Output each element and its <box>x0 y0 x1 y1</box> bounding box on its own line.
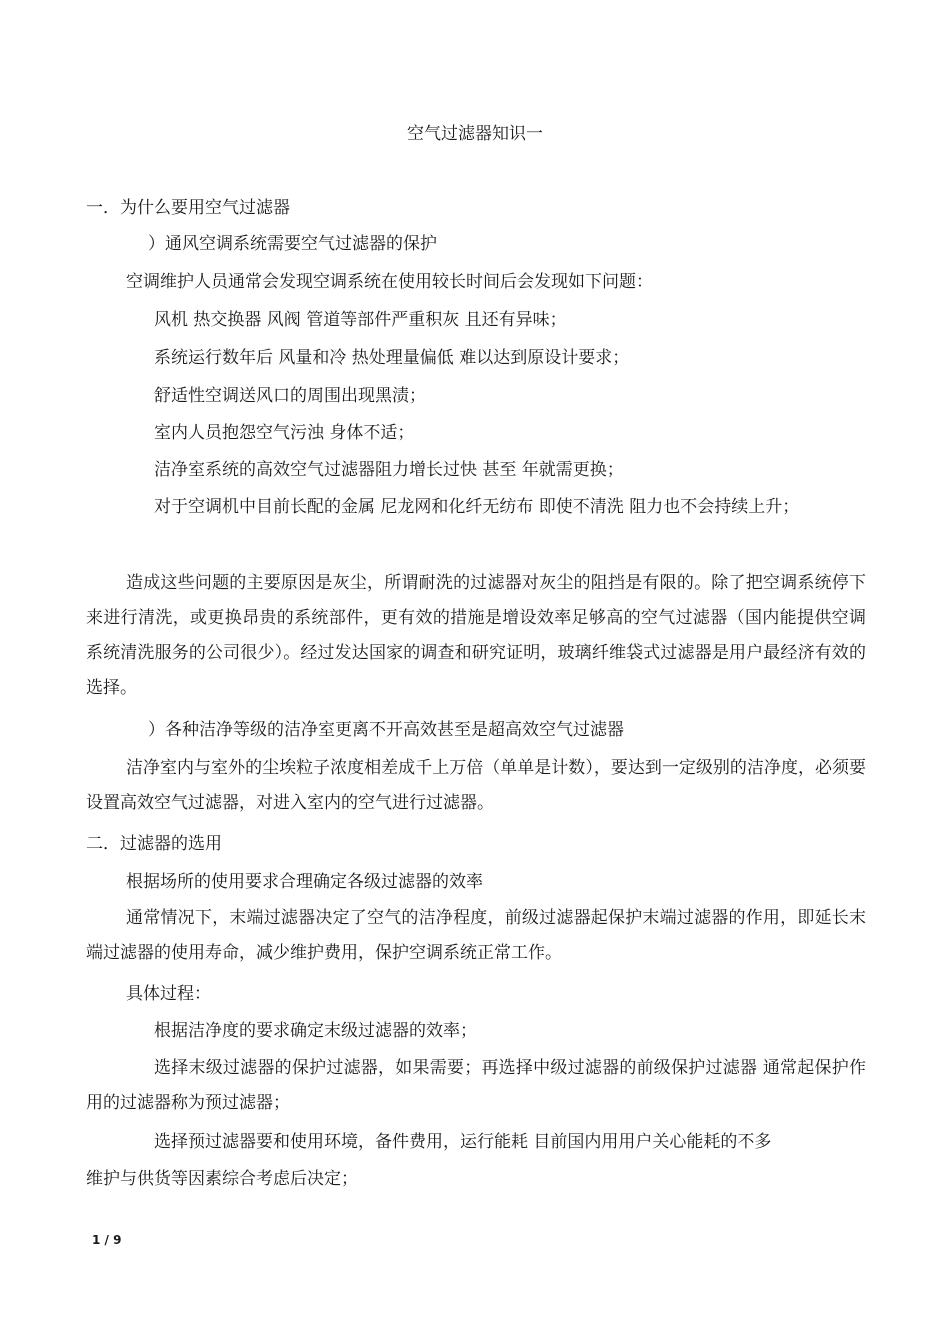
subsection-heading-2: ）各种洁净等级的洁净室更离不开高效甚至是超高效空气过滤器 <box>148 720 624 740</box>
process-label: 具体过程： <box>126 984 211 1004</box>
subsection-heading-1: ）通风空调系统需要空气过滤器的保护 <box>148 234 437 254</box>
document-title: 空气过滤器知识一 <box>407 124 543 144</box>
issue-item-5: 洁净室系统的高效空气过滤器阻力增长过快 甚至 年就需更换； <box>154 460 624 480</box>
process-step-3-line-1: 选择预过滤器要和使用环境，备件费用，运行能耗 目前国内用用户关心能耗的不多 <box>154 1132 772 1152</box>
process-step-3-line-2: 维护与供货等因素综合考虑后决定； <box>86 1169 358 1189</box>
issue-item-6: 对于空调机中目前长配的金属 尼龙网和化纤无纺布 即使不清洗 阻力也不会持续上升； <box>154 497 800 517</box>
process-step-2: 选择末级过滤器的保护过滤器，如果需要；再选择中级过滤器的前级保护过滤器 通常起保护作用的过滤器称为预过滤器； <box>86 1058 866 1113</box>
issue-item-3: 舒适性空调送风口的周围出现黑渍； <box>154 386 426 406</box>
issue-item-1: 风机 热交换器 风阀 管道等部件严重积灰 且还有异味； <box>154 310 567 330</box>
issue-item-4: 室内人员抱怨空气污浊 身体不适； <box>154 423 415 443</box>
section-heading-2: 二．过滤器的选用 <box>86 834 222 854</box>
issue-item-2: 系统运行数年后 风量和冷 热处理量偏低 难以达到原设计要求； <box>154 348 630 368</box>
section-heading-1: 一．为什么要用空气过滤器 <box>86 198 290 218</box>
page-number: 1 / 9 <box>92 1233 122 1247</box>
intro-paragraph: 空调维护人员通常会发现空调系统在使用较长时间后会发现如下问题： <box>126 272 653 292</box>
process-step-1: 根据洁净度的要求确定末级过滤器的效率； <box>154 1021 477 1041</box>
selection-paragraph: 根据场所的使用要求合理确定各级过滤器的效率 <box>126 872 483 892</box>
cleanroom-paragraph: 洁净室内与室外的尘埃粒子浓度相差成千上万倍（单单是计数），要达到一定级别的洁净度，必须要设置高效空气过滤器，对进入室内的空气进行过滤器。 <box>86 758 866 813</box>
cause-paragraph: 造成这些问题的主要原因是灰尘，所谓耐洗的过滤器对灰尘的阻挡是有限的。除了把空调系统停下来进行清洗，或更换昂贵的系统部件，更有效的措施是增设效率足够高的空气过滤器（国内能提供空调系统清洗服务的公司很少）。经过发达国家的调查和研究证明，玻璃纤维袋式过滤器是用户最经济有效的选择。 <box>86 573 866 698</box>
normal-case-paragraph: 通常情况下，末端过滤器决定了空气的洁净程度，前级过滤器起保护末端过滤器的作用，即延长末端过滤器的使用寿命，减少维护费用，保护空调系统正常工作。 <box>86 908 866 963</box>
